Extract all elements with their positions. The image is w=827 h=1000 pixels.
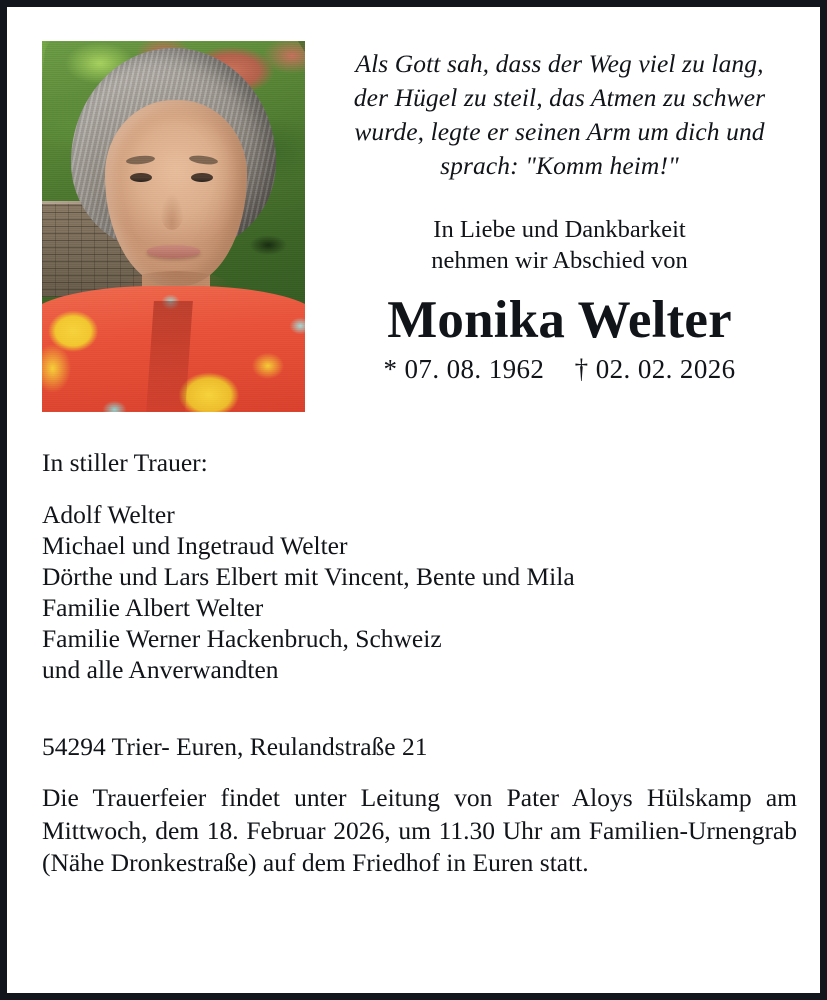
family-address: 54294 Trier- Euren, Reulandstraße 21 bbox=[42, 732, 428, 761]
deceased-name: Monika Welter bbox=[387, 291, 732, 349]
mourner-entry: und alle Anverwandten bbox=[42, 655, 279, 684]
dedication-line-2: nehmen wir Abschied von bbox=[431, 247, 688, 274]
funeral-ceremony-details bbox=[42, 782, 797, 880]
death-date: 02. 02. 2026 bbox=[595, 354, 736, 384]
lower-section bbox=[42, 447, 802, 880]
deceased-portrait-photo bbox=[42, 41, 305, 412]
mourner-entry: Familie Werner Hackenbruch, Schweiz bbox=[42, 624, 442, 653]
mourner-entry: Dörthe und Lars Elbert mit Vincent, Bente und Mila bbox=[42, 562, 575, 591]
dedication-text bbox=[317, 214, 802, 276]
mourner-entry: Familie Albert Welter bbox=[42, 593, 264, 622]
dedication-line-1: In Liebe und Dankbarkeit bbox=[433, 216, 686, 243]
mourner-entry: Michael und Ingetraud Welter bbox=[42, 531, 348, 560]
verse-line-3: wurde, legte er seinen Arm um dich und bbox=[354, 117, 765, 146]
mourner-entry: Adolf Welter bbox=[42, 500, 175, 529]
death-symbol: † bbox=[574, 354, 589, 384]
verse-line-2: der Hügel zu steil, das Atmen zu schwer bbox=[353, 83, 766, 112]
header-text-column bbox=[317, 47, 802, 386]
birth-date: 07. 08. 1962 bbox=[404, 354, 545, 384]
memorial-verse bbox=[317, 47, 802, 183]
mourners-list bbox=[42, 499, 802, 685]
mourners-label: In stiller Trauer: bbox=[42, 448, 208, 477]
verse-line-4: sprach: "Komm heim!" bbox=[440, 151, 679, 180]
top-section bbox=[7, 7, 820, 385]
photo-grain-overlay bbox=[42, 41, 305, 412]
ceremony-text: Die Trauerfeier findet unter Leitung von Pater Aloys Hülskamp am Mittwoch, dem 18. Februar 2026, um 11.30 Uhr am Familien-Urnengrab (Nähe Dronkestraße) auf dem Friedhof in Euren statt. bbox=[42, 783, 797, 877]
life-dates bbox=[317, 352, 802, 386]
birth-symbol: * bbox=[383, 354, 398, 384]
verse-line-1: Als Gott sah, dass der Weg viel zu lang, bbox=[355, 49, 764, 78]
